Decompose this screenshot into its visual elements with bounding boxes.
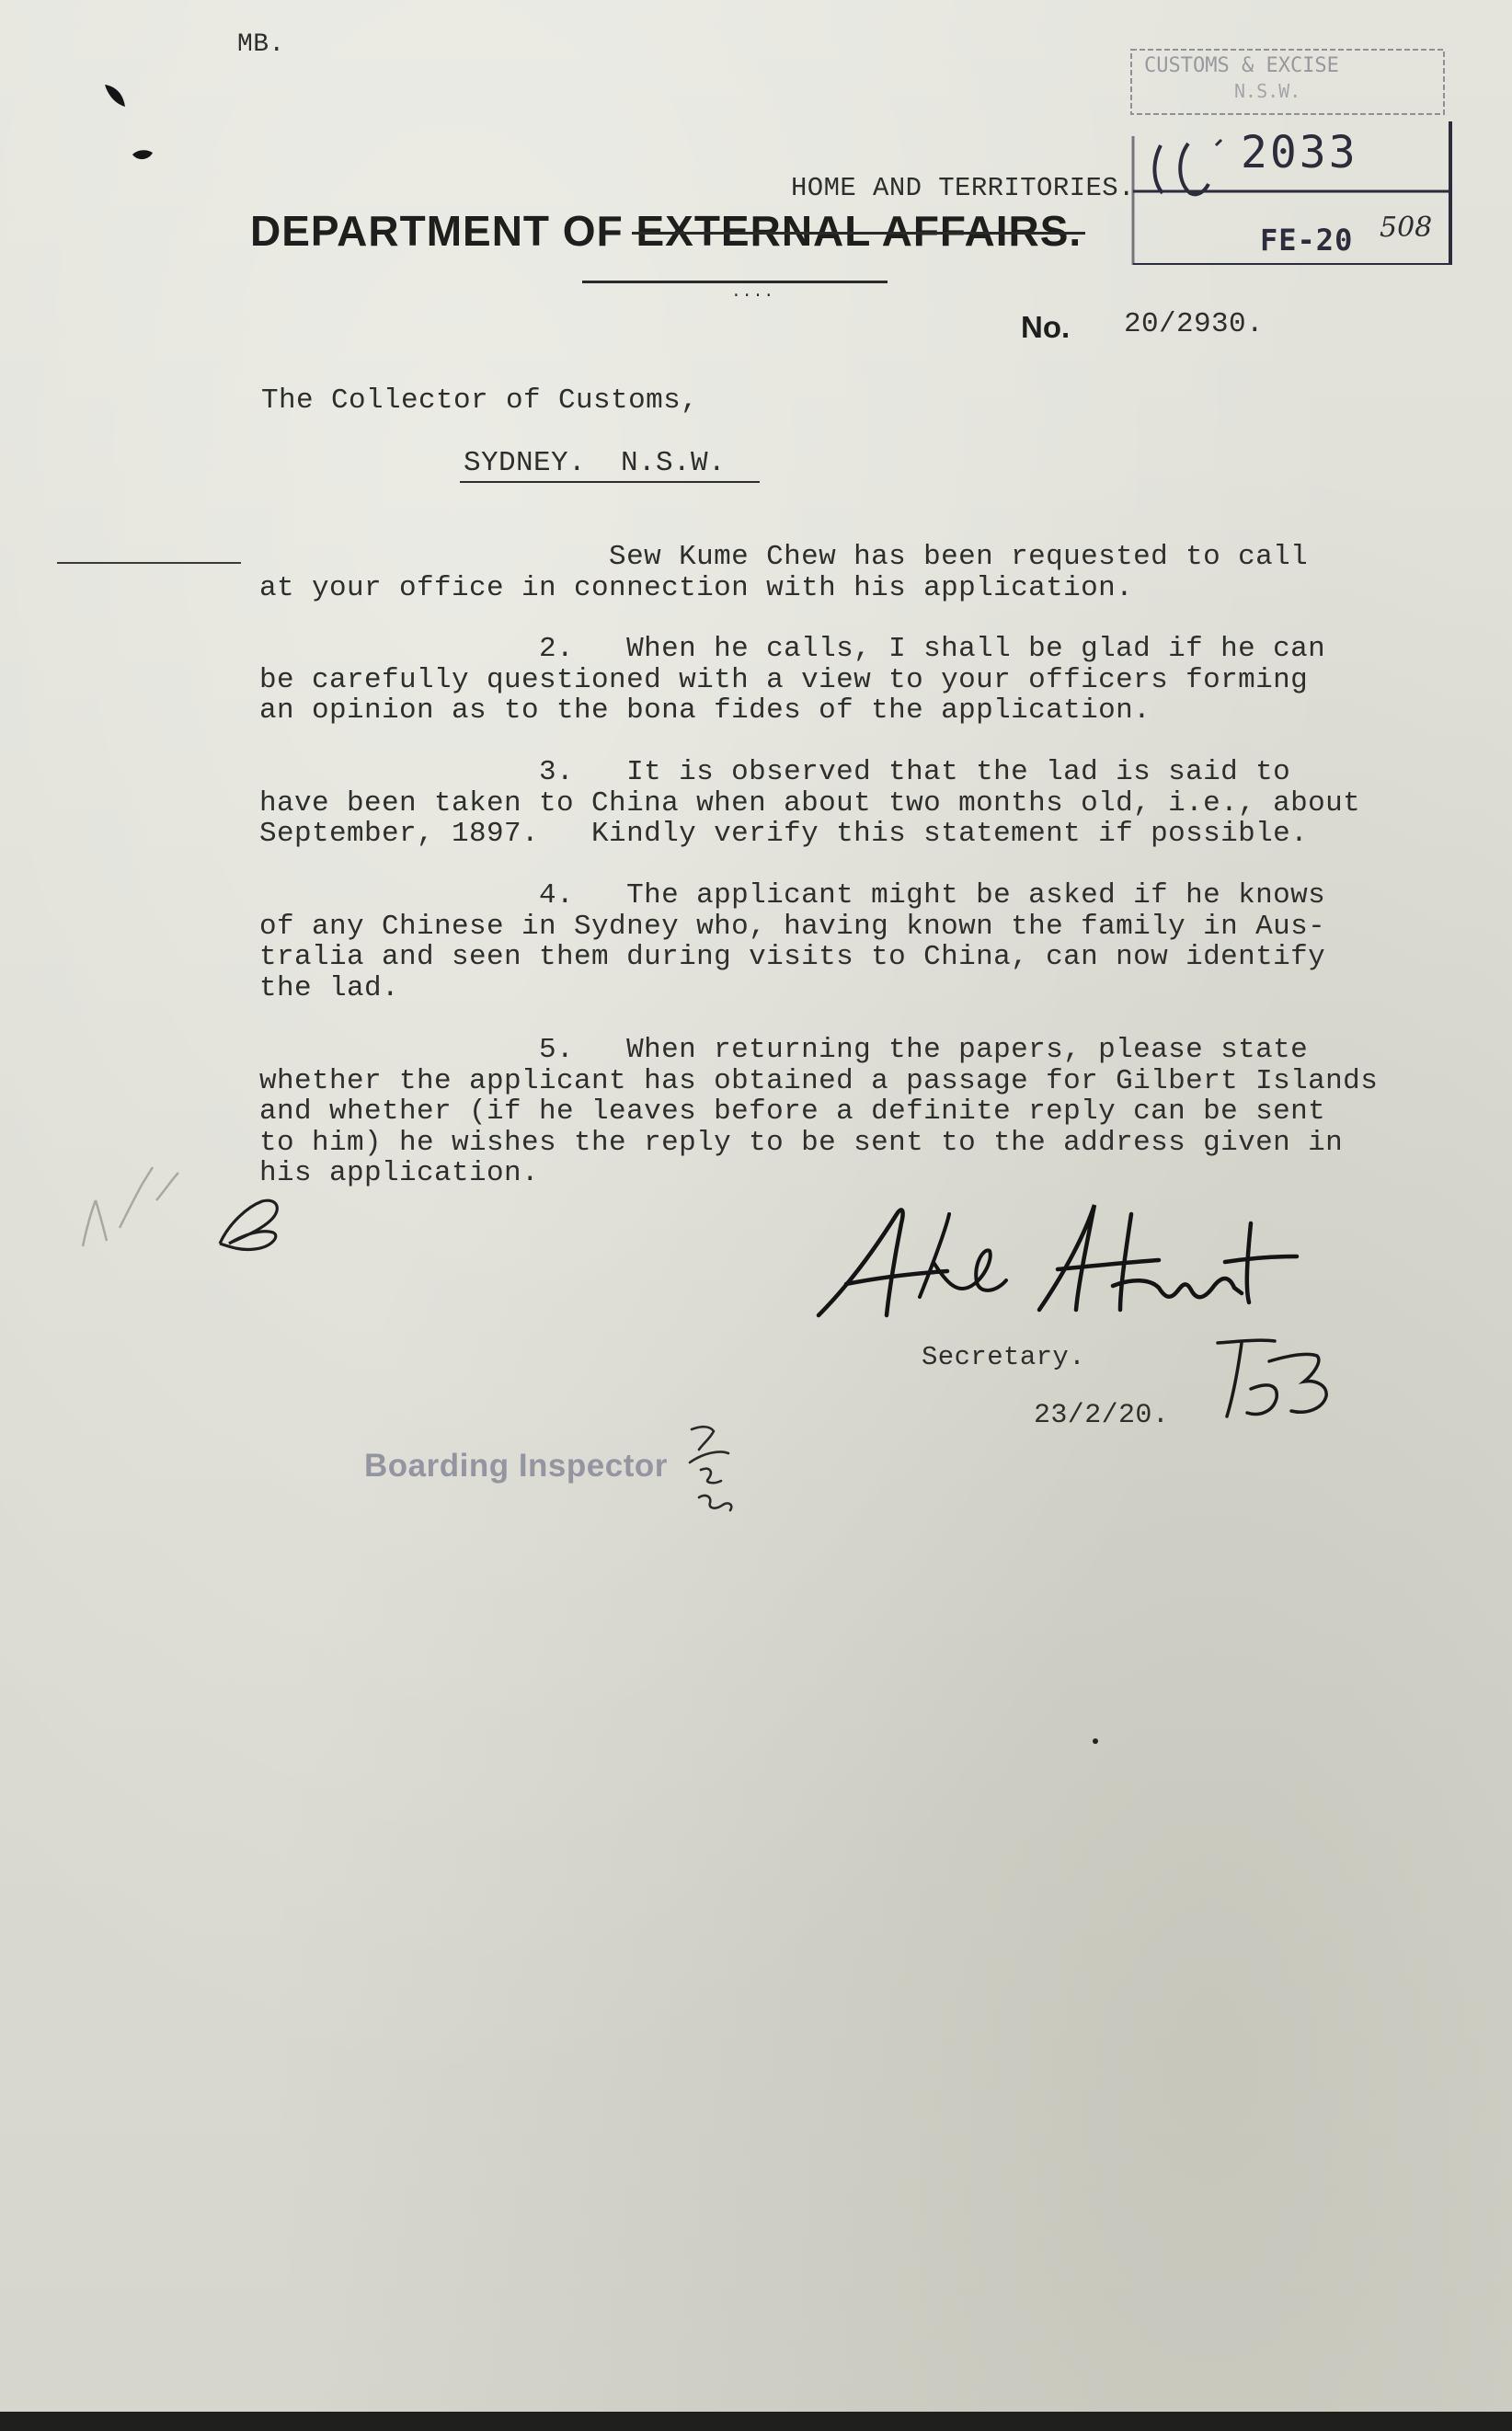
margin-ink-initial [207, 1187, 308, 1260]
department-prefix: DEPARTMENT OF [250, 207, 636, 255]
addressee-city: SYDNEY. N.S.W. [464, 447, 727, 479]
paragraph-3: 3. It is observed that the lad is said to have been taken to China when about two months old, i.e., about September, 1897. Kindly verify this statement if possible. [259, 756, 1361, 850]
boarding-handwritten-date [682, 1416, 756, 1518]
reference-initials: MB. [237, 30, 285, 59]
scan-border [0, 2412, 1512, 2431]
svg-text:CUSTOMS & EXCISE: CUSTOMS & EXCISE [1144, 54, 1339, 77]
title-dots: .... [731, 283, 775, 302]
margin-rule [57, 562, 241, 564]
number-label: No. [1021, 310, 1071, 344]
secretary-initials [1205, 1324, 1343, 1426]
addressee-line: The Collector of Customs, [261, 384, 699, 417]
department-title [250, 206, 1082, 256]
paragraph-4: 4. The applicant might be asked if he knows of any Chinese in Sydney who, having known the family in Aus- tralia and seen them during visits to China, can now identify the lad. [259, 879, 1326, 1004]
number-value: 20/2930. [1124, 308, 1265, 340]
margin-pencil-mark [64, 1145, 193, 1265]
paragraph-1: Sew Kume Chew has been requested to call at your office in connection with his application. [259, 541, 1309, 604]
department-struck-name: EXTERNAL AFFAIRS. [636, 207, 1082, 255]
city-underline [460, 481, 760, 483]
stray-dot [1091, 1737, 1100, 1746]
punch-mark-upper [99, 79, 136, 116]
stamp-date: FE-20 [1260, 223, 1354, 258]
paragraph-5: 5. When returning the papers, please state whether the applicant has obtained a passage for Gilbert Islands and whether (if he leaves before a definite reply can be sent to him) he wishes the reply to be sent to the address given in his application. [259, 1034, 1379, 1189]
secretary-signature [809, 1196, 1324, 1334]
department-inserted-title: HOME AND TERRITORIES. [791, 173, 1135, 203]
boarding-inspector-stamp: Boarding Inspector [364, 1448, 668, 1484]
stamp-number: 2033 [1241, 127, 1358, 178]
stamp-handwritten-number: 508 [1380, 212, 1433, 244]
signoff-title: Secretary. [922, 1342, 1086, 1372]
punch-mark-lower [129, 145, 156, 166]
signoff-date: 23/2/20. [1034, 1400, 1170, 1431]
paragraph-2: 2. When he calls, I shall be glad if he can be carefully questioned with a view to your officers forming an opinion as to the bona fides of the application. [259, 633, 1326, 727]
svg-text:N.S.W.: N.S.W. [1234, 80, 1301, 102]
